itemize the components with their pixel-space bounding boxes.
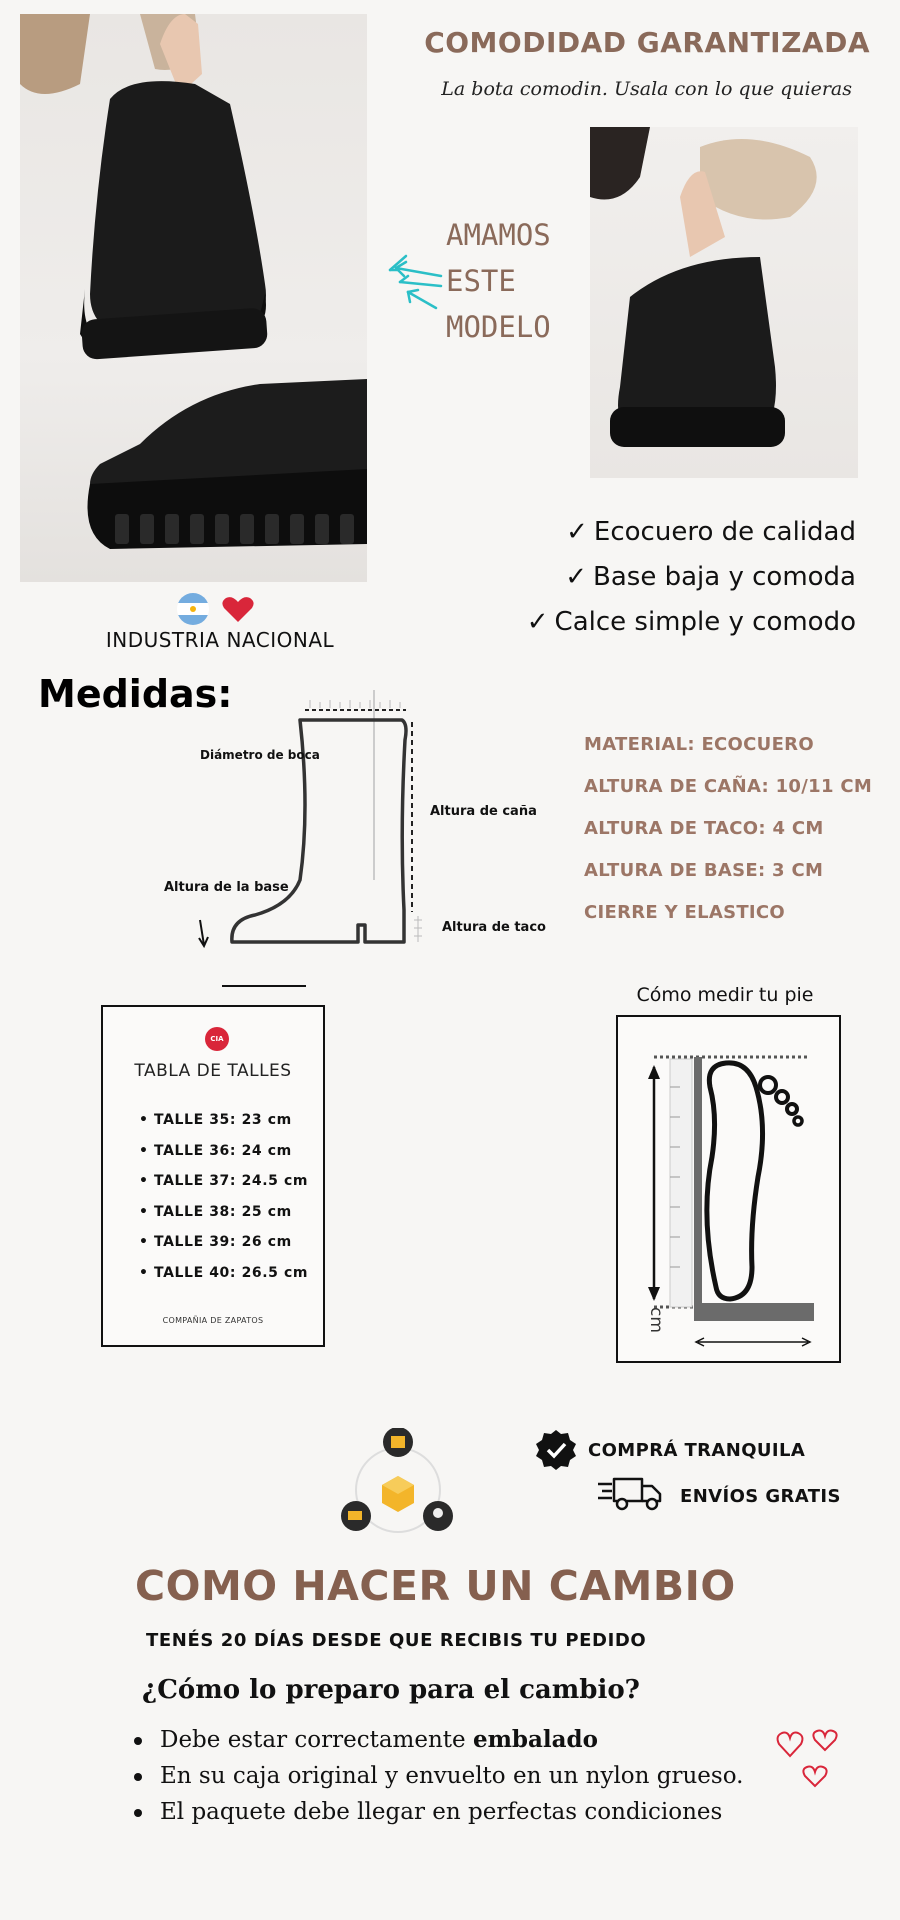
feature-text: Ecocuero de calidad xyxy=(593,517,856,547)
label-cana: Altura de caña xyxy=(430,804,537,819)
boot-photo-secondary xyxy=(590,127,858,478)
label-boca: Diámetro de boca xyxy=(200,748,320,762)
size-row: • TALLE 35: 23 cm xyxy=(139,1105,308,1136)
label-taco: Altura de taco xyxy=(442,920,546,935)
check-icon: ✓ xyxy=(526,607,549,637)
check-icon: ✓ xyxy=(566,517,588,547)
handwritten-note xyxy=(446,212,566,350)
feature-item xyxy=(470,510,856,555)
unit-label: cm xyxy=(646,1307,666,1333)
boot-illustration xyxy=(590,127,858,478)
exchange-item: El paquete debe llegar en perfectas condiciones xyxy=(130,1794,750,1830)
feature-text: Base baja y comoda xyxy=(593,562,856,592)
exchange-item-text: Debe estar correctamente xyxy=(160,1727,473,1753)
size-row: • TALLE 36: 24 cm xyxy=(139,1136,308,1167)
spec-cana: ALTURA DE CAÑA: 10/11 CM xyxy=(584,776,873,797)
feature-list xyxy=(470,510,856,645)
exchange-question: ¿Cómo lo preparo para el cambio? xyxy=(142,1675,640,1705)
foot-guide xyxy=(616,1015,841,1363)
arrows-icon xyxy=(386,248,446,318)
exchange-item: En su caja original y envuelto en un nylon grueso. xyxy=(130,1758,750,1794)
size-table-footer: COMPAÑIA DE ZAPATOS xyxy=(162,1316,264,1325)
secure-purchase-label: COMPRÁ TRANQUILA xyxy=(588,1440,806,1461)
boots-photo-main xyxy=(20,14,367,582)
argentina-flag-icon xyxy=(176,592,210,626)
exchange-list xyxy=(130,1722,750,1830)
handwritten-line-3: MODELO xyxy=(446,310,551,344)
size-row: • TALLE 39: 26 cm xyxy=(139,1227,308,1258)
divider xyxy=(222,985,306,987)
page-title: COMODIDAD GARANTIZADA xyxy=(424,26,870,59)
spec-material: MATERIAL: ECOCUERO xyxy=(584,734,814,755)
secure-purchase xyxy=(534,1432,864,1472)
feature-text: Calce simple y comodo xyxy=(554,607,856,637)
boot-measure-diagram xyxy=(150,680,550,1000)
origin-icons xyxy=(176,592,260,626)
spec-base: ALTURA DE BASE: 3 CM xyxy=(584,860,824,881)
verified-badge-icon xyxy=(534,1428,578,1472)
page-subtitle: La bota comodin. Usala con lo que quieras xyxy=(441,78,852,100)
logistics-icon xyxy=(338,1428,458,1548)
exchange-item-bold: embalado xyxy=(472,1726,598,1753)
size-table-title: TABLA DE TALLES xyxy=(134,1061,292,1081)
truck-icon xyxy=(598,1476,664,1512)
spec-cierre: CIERRE Y ELASTICO xyxy=(584,902,786,923)
measures-title: Medidas: xyxy=(38,672,233,716)
size-row: • TALLE 38: 25 cm xyxy=(139,1197,308,1228)
exchange-item xyxy=(130,1722,750,1758)
size-list xyxy=(139,1105,308,1288)
free-shipping xyxy=(598,1474,878,1514)
size-row: • TALLE 37: 24.5 cm xyxy=(139,1166,308,1197)
check-icon: ✓ xyxy=(565,562,588,592)
label-base: Altura de la base xyxy=(164,880,289,895)
size-row: • TALLE 40: 26.5 cm xyxy=(139,1258,308,1289)
heart-icon xyxy=(222,597,253,622)
feature-item xyxy=(470,600,856,645)
size-table xyxy=(101,1005,325,1347)
spec-taco: ALTURA DE TACO: 4 CM xyxy=(584,818,824,839)
boot-outline-icon xyxy=(150,680,550,1000)
handwritten-line-2: ESTE xyxy=(446,264,516,298)
origin-label: INDUSTRIA NACIONAL xyxy=(105,628,335,652)
exchange-subtitle: TENÉS 20 DÍAS DESDE QUE RECIBIS TU PEDIDO xyxy=(146,1630,647,1651)
exchange-title: COMO HACER UN CAMBIO xyxy=(135,1562,736,1610)
feature-item xyxy=(470,555,856,600)
free-shipping-label: ENVÍOS GRATIS xyxy=(680,1486,841,1507)
boots-illustration xyxy=(20,14,367,582)
handwritten-line-1: AMAMOS xyxy=(446,218,551,252)
spec-list xyxy=(584,730,884,940)
foot-guide-caption: Cómo medir tu pie xyxy=(636,984,814,1006)
brand-logo: CIA xyxy=(205,1027,229,1051)
hearts-icon xyxy=(775,1728,845,1790)
